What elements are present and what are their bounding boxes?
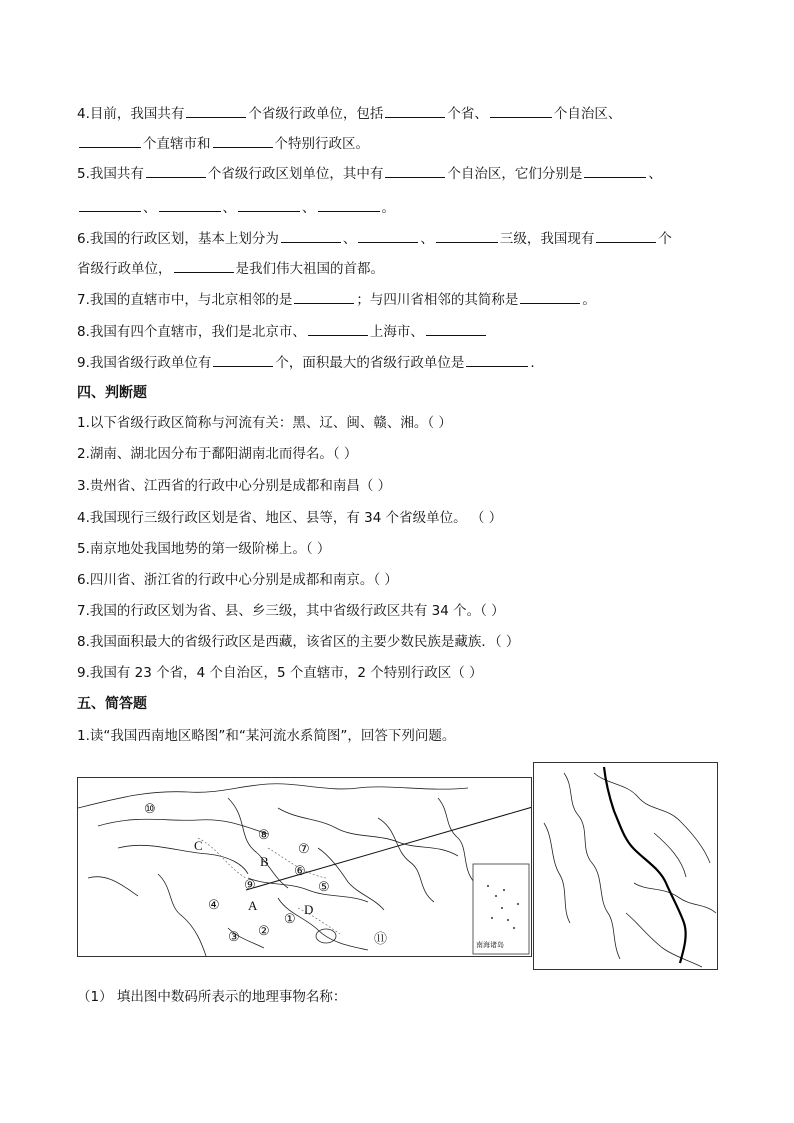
map-label-4: ④: [208, 898, 220, 913]
map-label-8: ⑧: [258, 828, 270, 843]
map-label-2: ②: [258, 924, 270, 939]
map-label-10: ⑩: [144, 802, 156, 817]
question-7: 7.我国的直辖市中，与北京相邻的是 ；与四川省相邻的其简称是 。: [77, 292, 596, 308]
judge-item-8: 8.我国面积最大的省级行政区是西藏，该省区的主要少数民族是藏族．（ ）: [77, 634, 520, 650]
map-label-6: ⑥: [294, 864, 306, 879]
map-label-1: ①: [284, 912, 296, 927]
section-5-title: 五、简答题: [77, 696, 147, 712]
question-4: 4.目前，我国共有 个省级行政单位，包括 个省、 个自治区、: [77, 106, 622, 122]
map-label-11: ⑪: [374, 932, 388, 947]
judge-item-1: 1.以下省级行政区简称与河流有关：黑、辽、闽、赣、湘。（ ）: [77, 415, 452, 431]
question-5: 5.我国共有 个省级行政区划单位，其中有 个自治区，它们分别是 、: [77, 166, 662, 182]
question-9: 9.我国省级行政单位有 个，面积最大的省级行政单位是 .: [77, 355, 535, 371]
judge-item-6: 6.四川省、浙江省的行政中心分别是成都和南京。（ ）: [77, 572, 398, 588]
judge-item-9: 9.我国有 23 个省，4 个自治区，5 个直辖市，2 个特别行政区（ ）: [77, 665, 483, 681]
map-label-D: D: [304, 902, 314, 917]
map-label-3: ③: [228, 930, 240, 945]
sub-question-1: （1） 填出图中数码所表示的地理事物名称：: [77, 989, 347, 1005]
map-label-5: ⑤: [318, 880, 330, 895]
judge-item-5: 5.南京地处我国地势的第一级阶梯上。（ ）: [77, 541, 331, 557]
judge-item-2: 2.湖南、湖北因分布于鄱阳湖南北而得名。（ ）: [77, 446, 358, 462]
map-label-A: A: [248, 898, 258, 913]
judge-item-7: 7.我国的行政区划为省、县、乡三级，其中省级行政区共有 34 个。（ ）: [77, 603, 505, 619]
map-label-B: B: [260, 854, 269, 869]
map-label-7: ⑦: [298, 842, 310, 857]
section-4-title: 四、判断题: [77, 385, 147, 401]
question-4-cont: 个直辖市和 个特别行政区。: [77, 134, 369, 153]
short-answer-q1: 1.读“我国西南地区略图”和“某河流水系简图”，回答下列问题。: [77, 728, 456, 744]
southwest-china-map: [77, 777, 532, 957]
question-6: 6.我国的行政区划，基本上划分为 、 、 三级，我国现有 个: [77, 231, 672, 247]
question-8: 8.我国有四个直辖市，我们是北京市、 上海市、: [77, 322, 488, 341]
river-system-map: [533, 762, 718, 970]
map-label-9: ⑨: [244, 878, 256, 893]
question-6-cont: 省级行政单位， 是我们伟大祖国的首都。: [77, 261, 384, 277]
judge-item-4: 4.我国现行三级行政区划是省、地区、县等，有 34 个省级单位。 （ ）: [77, 510, 503, 526]
judge-item-3: 3.贵州省、江西省的行政中心分别是成都和南昌（ ）: [77, 478, 392, 494]
question-5-cont: 、 、 、 。: [77, 198, 395, 217]
inset-caption: 南海诸岛: [476, 941, 504, 949]
map-label-C: C: [194, 838, 203, 853]
